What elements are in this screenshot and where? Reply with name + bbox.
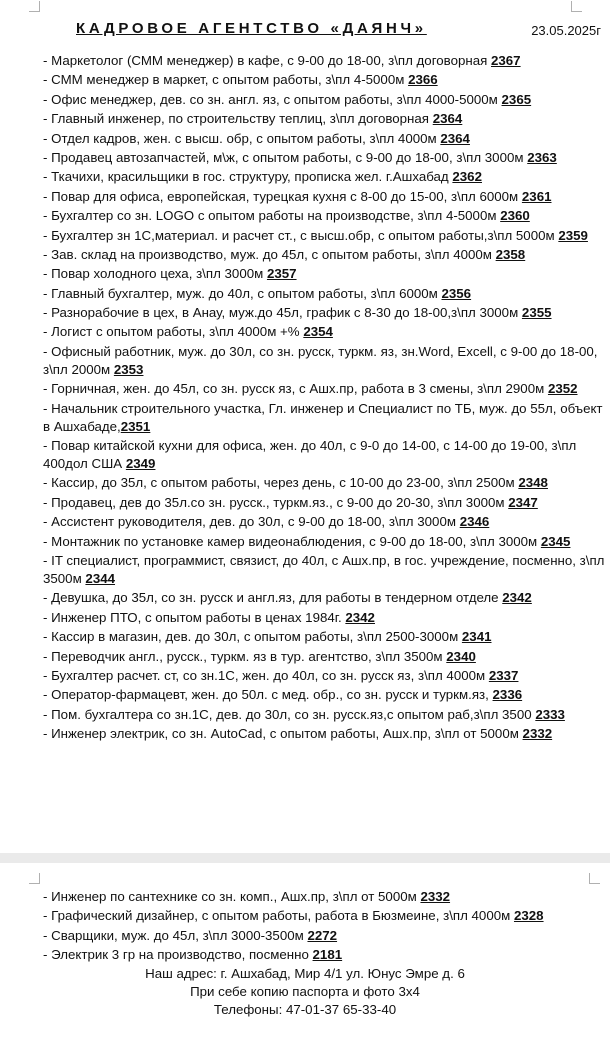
vacancy-number: 2354 <box>303 324 333 340</box>
vacancy-text: - Офисный работник, муж. до 30л, со зн. русск, туркм. яз, зн.Word, Excell, с 9-00 до 18-00, з\пл 2000м <box>43 343 598 377</box>
vacancy-number: 2364 <box>440 130 470 146</box>
vacancy-text: - Ассистент руководителя, дев. до 30л, с 9-00 до 18-00, з\пл 3000м <box>43 514 460 530</box>
vacancy-item <box>43 110 608 128</box>
vacancy-number: 2337 <box>488 667 519 683</box>
vacancy-text: - Переводчик англ., русск., туркм. яз в тур. агентство, з\пл 3500м <box>43 648 447 664</box>
corner-mark <box>571 1 582 12</box>
vacancy-item <box>43 323 608 341</box>
vacancy-item <box>43 91 608 109</box>
vacancy-text: - Продавец, дев до 35л.со зн. русск., туркм.яз., с 9-00 до 20-30, з\пл 3000м <box>43 494 509 510</box>
vacancy-list <box>43 52 608 745</box>
vacancy-item <box>43 648 608 666</box>
vacancy-number: 2351 <box>120 418 151 434</box>
vacancy-number: 2272 <box>307 927 338 943</box>
vacancy-number: 2332 <box>420 889 451 904</box>
document-header <box>76 20 601 42</box>
vacancy-item <box>43 907 608 925</box>
vacancy-item <box>43 725 608 743</box>
vacancy-item <box>43 52 608 70</box>
vacancy-number: 2366 <box>408 72 438 88</box>
corner-mark <box>29 1 40 12</box>
contact-footer <box>0 965 610 1020</box>
vacancy-number: 2359 <box>558 227 588 243</box>
vacancy-text: - Девушка, до 35л, со зн. русск и англ.яз, для работы в тендерном отделе <box>43 590 503 606</box>
vacancy-text: - Бухгалтер расчет. ст, со зн.1С, жен. до 40л, со зн. русск яз, з\пл 4000м <box>43 667 489 683</box>
vacancy-item <box>43 71 608 89</box>
vacancy-number: 2357 <box>266 266 297 282</box>
vacancy-item <box>43 589 608 607</box>
vacancy-item <box>43 227 608 245</box>
vacancy-text: - Кассир, до 35л, с опытом работы, через день, с 10-00 до 23-00, з\пл 2500м <box>43 475 519 491</box>
vacancy-text: - Инженер электрик, со зн. AutoCad, с опытом работы, Ашх.пр, з\пл от 5000м <box>43 726 523 742</box>
vacancy-item <box>43 343 608 379</box>
vacancy-text: - Кассир в магазин, дев. до 30л, с опытом работы, з\пл 2500-3000м <box>43 629 462 645</box>
vacancy-number: 2346 <box>459 514 490 530</box>
vacancy-text: - Повар китайской кухни для офиса, жен. до 40л, с 9-0 до 14-00, с 14-00 до 19-00, з\пл 400дол США <box>43 438 577 472</box>
vacancy-number: 2181 <box>312 947 343 963</box>
vacancy-item <box>43 888 608 906</box>
vacancy-text: - СММ менеджер в маркет, с опытом работы, з\пл 4-5000м <box>43 72 409 88</box>
vacancy-item <box>43 188 608 206</box>
required-documents: При себе копию паспорта и фото 3х4 <box>190 984 420 1000</box>
vacancy-text: - Продавец автозапчастей, м\ж, с опытом работы, с 9-00 до 18-00, з\пл 3000м <box>43 149 528 165</box>
vacancy-number: 2356 <box>441 285 472 301</box>
vacancy-text: - Инженер ПТО, с опытом работы в ценах 1984г. <box>43 609 346 625</box>
vacancy-number: 2344 <box>85 570 116 586</box>
vacancy-text: - Бухгалтер зн 1С,материал. и расчет ст., с высш.обр, с опытом работы,з\пл 5000м <box>43 227 559 243</box>
vacancy-text: - Отдел кадров, жен. с высш. обр, с опытом работы, з\пл 4000м <box>43 130 441 146</box>
vacancy-item <box>43 437 608 473</box>
vacancy-text: - IT специалист, программист, связист, до 40л, с Ашх.пр, в гос. учреждение, посменно, з\пл 3500м <box>43 552 605 586</box>
vacancy-text: - Горничная, жен. до 45л, со зн. русск яз, с Ашх.пр, работа в 3 смены, з\пл 2900м <box>43 381 548 397</box>
vacancy-item <box>43 667 608 685</box>
vacancy-number: 2345 <box>540 533 571 549</box>
vacancy-item <box>43 474 608 492</box>
vacancy-item <box>43 609 608 627</box>
agency-title: КАДРОВОЕ АГЕНТСТВО «ДАЯНЧ» <box>76 20 427 37</box>
vacancy-text: - Зав. склад на производство, муж. до 45л, с опытом работы, з\пл 4000м <box>43 246 496 262</box>
vacancy-item <box>43 304 608 322</box>
vacancy-text: - Оператор-фармацевт, жен. до 50л. с мед. обр., со зн. русск и туркм.яз, <box>43 687 493 703</box>
vacancy-number: 2355 <box>521 305 552 321</box>
vacancy-number: 2342 <box>502 590 532 606</box>
vacancy-text: - Начальник строительного участка, Гл. инженер и Специалист по ТБ, муж. до 55л, объект в Ашхабаде, <box>43 400 603 434</box>
vacancy-number: 2361 <box>521 188 552 204</box>
vacancy-number: 2353 <box>113 361 144 377</box>
vacancy-number: 2349 <box>125 456 156 472</box>
vacancy-text: - Главный бухгалтер, муж. до 40л, с опытом работы, з\пл 6000м <box>43 285 442 301</box>
vacancy-text: - Пом. бухгалтера со зн.1С, дев. до 30л, со зн. русск.яз,с опытом раб,з\пл 3500 <box>43 706 536 722</box>
vacancy-number: 2348 <box>518 475 548 491</box>
page-separator <box>0 853 610 863</box>
document-page-2 <box>0 863 610 1060</box>
vacancy-number: 2363 <box>527 149 557 165</box>
vacancy-item <box>43 149 608 167</box>
vacancy-item <box>43 265 608 283</box>
vacancy-item <box>43 927 608 945</box>
vacancy-text: - Логист с опытом работы, з\пл 4000м +% <box>43 324 304 340</box>
vacancy-item <box>43 400 608 436</box>
vacancy-text: - Маркетолог (СММ менеджер) в кафе, с 9-00 до 18-00, з\пл договорная <box>43 53 491 68</box>
vacancy-number: 2360 <box>500 208 530 224</box>
vacancy-number: 2365 <box>501 91 532 107</box>
vacancy-number: 2333 <box>535 706 565 722</box>
agency-address: Наш адрес: г. Ашхабад, Мир 4/1 ул. Юнус Эмре д. 6 <box>145 966 465 981</box>
vacancy-number: 2340 <box>446 648 476 664</box>
vacancy-item <box>43 246 608 264</box>
vacancy-number: 2362 <box>452 169 482 185</box>
vacancy-text: - Электрик 3 гр на производство, посменно <box>43 947 313 963</box>
vacancy-text: - Ткачихи, красильщики в гос. структуру, прописка жел. г.Ашхабад <box>43 169 453 185</box>
vacancy-item <box>43 946 608 964</box>
vacancy-item <box>43 168 608 186</box>
vacancy-text: - Сварщики, муж. до 45л, з\пл 3000-3500м <box>43 927 308 943</box>
vacancy-text: - Главный инженер, по строительству теплиц, з\пл договорная <box>43 111 433 127</box>
vacancy-item <box>43 628 608 646</box>
vacancy-text: - Офис менеджер, дев. со зн. англ. яз, с опытом работы, з\пл 4000-5000м <box>43 91 502 107</box>
vacancy-number: 2332 <box>522 726 553 742</box>
vacancy-item <box>43 706 608 724</box>
document-date: 23.05.2025г <box>531 23 601 38</box>
vacancy-number: 2352 <box>547 381 578 397</box>
vacancy-item <box>43 494 608 512</box>
vacancy-text: - Монтажник по установке камер видеонаблюдения, с 9-00 до 18-00, з\пл 3000м <box>43 533 541 549</box>
vacancy-number: 2367 <box>491 53 521 68</box>
vacancy-number: 2341 <box>461 629 492 645</box>
vacancy-item <box>43 285 608 303</box>
vacancy-number: 2347 <box>508 494 538 510</box>
vacancy-number: 2364 <box>432 111 463 127</box>
vacancy-text: - Повар для офиса, европейская, турецкая кухня с 8-00 до 15-00, з\пл 6000м <box>43 188 522 204</box>
vacancy-item <box>43 533 608 551</box>
vacancy-text: - Графический дизайнер, с опытом работы, работа в Бюзмеине, з\пл 4000м <box>43 908 514 924</box>
vacancy-text: - Разнорабочие в цех, в Анау, муж.до 45л, график с 8-30 до 18-00,з\пл 3000м <box>43 305 522 321</box>
vacancy-text: - Повар холодного цеха, з\пл 3000м <box>43 266 267 282</box>
vacancy-text: - Инженер по сантехнике со зн. комп., Ашх.пр, з\пл от 5000м <box>43 889 421 904</box>
corner-mark <box>589 873 600 884</box>
vacancy-text: - Бухгалтер со зн. LOGO с опытом работы на производстве, з\пл 4-5000м <box>43 208 501 224</box>
vacancy-number: 2336 <box>492 687 523 703</box>
vacancy-item <box>43 686 608 704</box>
vacancy-item <box>43 552 608 588</box>
vacancy-item <box>43 380 608 398</box>
vacancy-number: 2328 <box>513 908 544 924</box>
vacancy-number: 2342 <box>345 609 375 625</box>
agency-phones: Телефоны: 47-01-37 65-33-40 <box>213 1002 397 1018</box>
corner-mark <box>29 873 40 884</box>
vacancy-list <box>43 888 608 966</box>
vacancy-number: 2358 <box>495 246 526 262</box>
vacancy-item <box>43 207 608 225</box>
vacancy-item <box>43 130 608 148</box>
vacancy-item <box>43 513 608 531</box>
